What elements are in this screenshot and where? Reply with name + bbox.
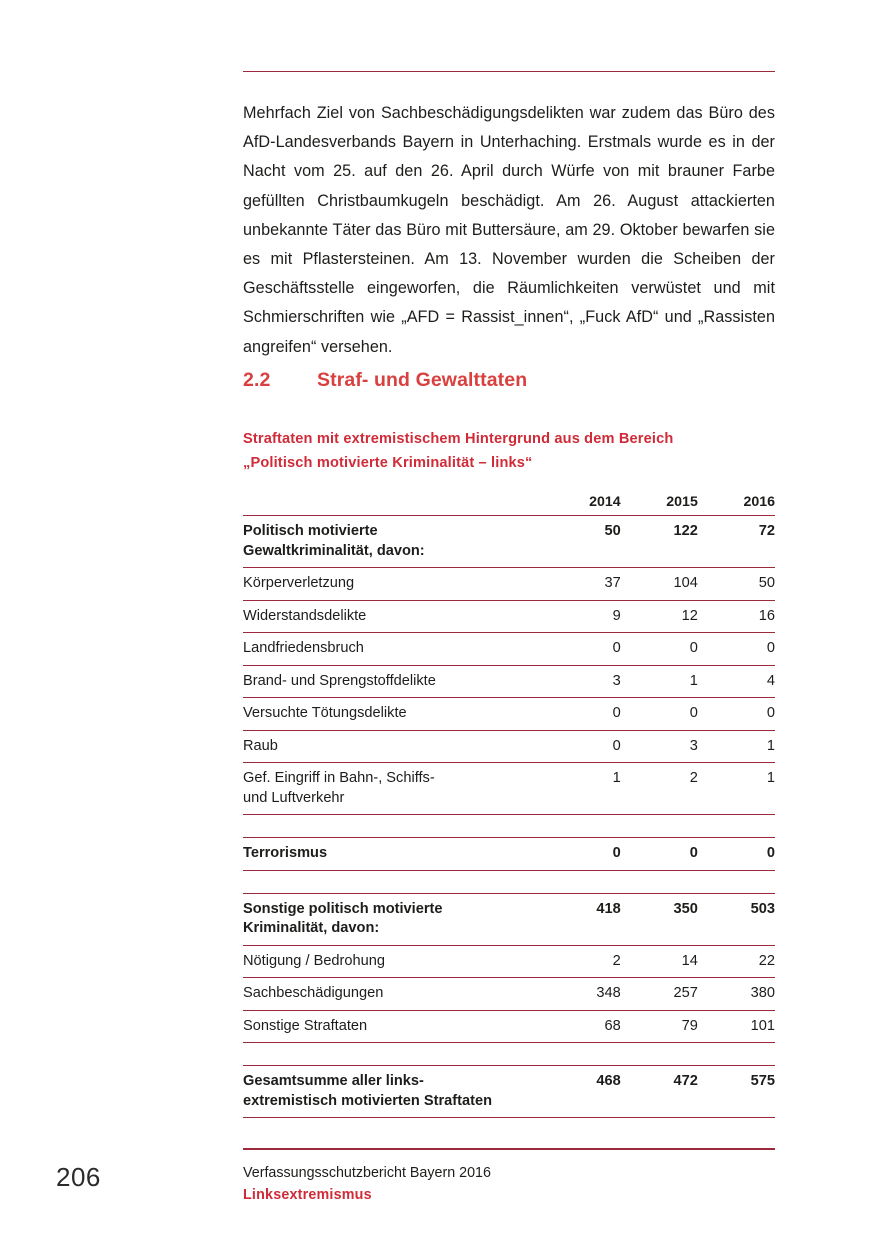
table-cell-value: 0 xyxy=(766,640,775,656)
table-caption-line-2: „Politisch motivierte Kriminalität – links“ xyxy=(243,455,533,471)
table-section-gap xyxy=(243,815,775,837)
table-cell-value: 68 xyxy=(604,1017,621,1034)
table-cell-value: 122 xyxy=(673,523,698,539)
table-row-label xyxy=(243,763,544,814)
table-row xyxy=(243,1066,775,1117)
table-cell-value: 1 xyxy=(766,770,775,786)
table-row xyxy=(243,601,775,633)
table-row xyxy=(243,1011,775,1043)
table-row-label xyxy=(243,633,544,665)
table-rule-cell xyxy=(243,1117,775,1118)
table-row-label xyxy=(243,516,544,567)
table-section-gap-cell xyxy=(243,871,775,893)
table-row xyxy=(243,568,775,600)
footer xyxy=(243,1162,775,1206)
table-row xyxy=(243,731,775,763)
rule-line xyxy=(243,1117,775,1118)
table-row-label xyxy=(243,666,544,698)
table-cell-value: 1 xyxy=(689,672,698,689)
table-cell-value: 0 xyxy=(766,705,775,721)
table-row-label-line-1: Gesamtsumme aller links- xyxy=(243,1073,424,1089)
section-title: Straf- und Gewalttaten xyxy=(317,369,528,391)
table-rule xyxy=(243,1117,775,1118)
table-cell-value: 3 xyxy=(612,672,621,689)
table-row-label-line-2: Gewaltkriminalität, davon: xyxy=(243,542,425,559)
table-cell-value: 50 xyxy=(758,575,775,591)
table-row-label-line-1: Landfriedensbruch xyxy=(243,640,364,656)
table-row-label-line-1: Körperverletzung xyxy=(243,575,355,591)
table-cell-value: 348 xyxy=(596,985,621,1001)
table-cell-value: 72 xyxy=(758,523,775,539)
table-row-label-line-1: Politisch motivierte xyxy=(243,523,378,539)
table-section-gap xyxy=(243,871,775,893)
table-cell-value: 12 xyxy=(681,607,698,624)
table-cell-value: 0 xyxy=(612,737,621,754)
footer-chapter: Linksextremismus xyxy=(243,1187,372,1203)
table-caption-line-1: Straftaten mit extremistischem Hintergrund aus dem Bereich xyxy=(243,431,674,447)
table-header-row xyxy=(243,494,775,515)
table-cell-value: 1 xyxy=(766,737,775,754)
table-row xyxy=(243,633,775,665)
table-row-label-line-1: Widerstandsdelikte xyxy=(243,607,367,624)
table-row-label xyxy=(243,601,544,633)
table-header-label xyxy=(243,494,544,515)
table-cell-value: 2 xyxy=(689,770,698,786)
table-header-2015: 2015 xyxy=(666,494,698,510)
page-number: 206 xyxy=(56,1162,101,1192)
table-cell-value: 22 xyxy=(758,952,775,969)
page-top-rule xyxy=(243,71,775,72)
table-cell-value: 0 xyxy=(612,705,621,721)
table-cell-value: 0 xyxy=(689,845,698,861)
table-header-2016: 2016 xyxy=(743,494,775,510)
table-cell-value: 575 xyxy=(750,1073,775,1089)
table-row-label xyxy=(243,894,544,945)
table-row xyxy=(243,516,775,567)
table-cell-value: 0 xyxy=(689,705,698,721)
table-cell-value: 79 xyxy=(681,1017,698,1034)
crime-statistics-table xyxy=(243,494,775,1118)
table-row xyxy=(243,894,775,945)
table-row-label-line-1: Raub xyxy=(243,737,278,754)
table-row-label-line-2: extremistisch motivierten Straftaten xyxy=(243,1092,492,1109)
table-row-label xyxy=(243,1011,544,1043)
table-cell-value: 50 xyxy=(604,523,621,539)
table-row xyxy=(243,946,775,978)
table-caption xyxy=(243,427,783,475)
table-row-label-line-1: Versuchte Tötungsdelikte xyxy=(243,705,407,721)
body-paragraph-text: Mehrfach Ziel von Sachbeschädigungsdelikten war zudem das Büro des AfD-Landesverbands Bayern in Unterhaching. Erstmals wurde es in der Nacht vom 25. auf den 26. April durch Würfe von mit brauner Farbe gefüllten Christbaumkugeln beschädigt. Am 26. August attackierten unbekannte Täter das Büro mit Buttersäure, am 29. Oktober bewarfen sie es mit Pflastersteinen. Am 13. November wurden die Scheiben der Geschäftsstelle eingeworfen, die Räumlichkeiten verwüstet und mit Schmierschriften wie „AFD = Rassist_innen“, „Fuck AfD“ und „Rassisten angreifen“ versehen. xyxy=(243,104,775,356)
table-cell-value: 418 xyxy=(596,900,621,917)
table-section-gap xyxy=(243,1043,775,1065)
table-row-label xyxy=(243,838,544,870)
table-row-label-line-2: und Luftverkehr xyxy=(243,789,345,806)
table-body xyxy=(243,515,775,1118)
table-row xyxy=(243,838,775,870)
table-cell-value: 0 xyxy=(612,640,621,656)
table-cell-value: 16 xyxy=(758,607,775,624)
table-row xyxy=(243,763,775,814)
table-cell-value: 37 xyxy=(604,575,621,591)
table-row xyxy=(243,978,775,1010)
table-cell-value: 101 xyxy=(750,1017,775,1034)
table-section-gap-cell xyxy=(243,1043,775,1065)
table-row-label xyxy=(243,1066,544,1117)
table-row xyxy=(243,666,775,698)
table-row-label xyxy=(243,978,544,1010)
table-header-2014: 2014 xyxy=(589,494,621,510)
table-cell-value: 9 xyxy=(612,607,621,624)
table-cell-value: 2 xyxy=(612,952,621,969)
footer-report-title: Verfassungsschutzbericht Bayern 2016 xyxy=(243,1165,491,1181)
table-row-label-line-2: Kriminalität, davon: xyxy=(243,920,380,936)
body-paragraph xyxy=(243,99,775,362)
footer-rule xyxy=(243,1148,775,1150)
table-cell-value: 0 xyxy=(612,845,621,861)
table-row-label-line-1: Sonstige politisch motivierte xyxy=(243,900,443,917)
table-row-label-line-1: Sonstige Straftaten xyxy=(243,1017,368,1034)
table-cell-value: 503 xyxy=(750,900,775,917)
table-cell-value: 104 xyxy=(673,575,698,591)
table-cell-value: 4 xyxy=(766,672,775,689)
table-row-label-line-1: Gef. Eingriff in Bahn-, Schiffs- xyxy=(243,770,435,786)
table-cell-value: 257 xyxy=(673,985,698,1001)
table-row-label xyxy=(243,698,544,730)
table-cell-value: 380 xyxy=(750,985,775,1001)
table-section-gap-cell xyxy=(243,815,775,837)
section-number: 2.2 xyxy=(243,369,271,391)
table-row-label-line-1: Sachbeschädigungen xyxy=(243,985,384,1001)
table-row-label xyxy=(243,731,544,763)
table-cell-value: 350 xyxy=(673,900,698,917)
table-row-label-line-1: Nötigung / Bedrohung xyxy=(243,952,385,969)
table-cell-value: 3 xyxy=(689,737,698,754)
section-heading xyxy=(243,369,775,392)
table-cell-value: 1 xyxy=(612,770,621,786)
table-cell-value: 468 xyxy=(596,1073,621,1089)
table-cell-value: 0 xyxy=(766,845,775,861)
table-row-label xyxy=(243,946,544,978)
table-cell-value: 472 xyxy=(673,1073,698,1089)
table-row-label-line-1: Brand- und Sprengstoffdelikte xyxy=(243,672,436,689)
table-cell-value: 14 xyxy=(681,952,698,969)
table-cell-value: 0 xyxy=(689,640,698,656)
table-row-label xyxy=(243,568,544,600)
table-row xyxy=(243,698,775,730)
table-row-label-line-1: Terrorismus xyxy=(243,845,328,861)
